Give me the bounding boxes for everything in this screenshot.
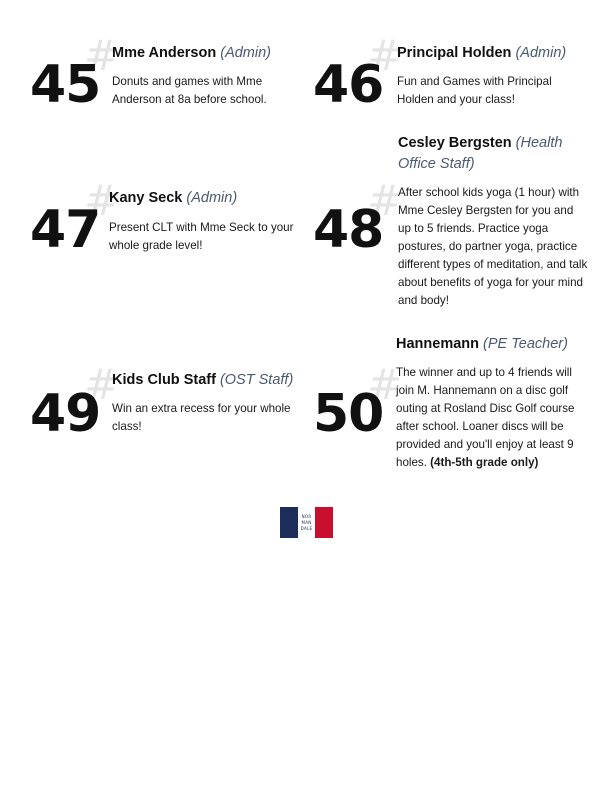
hash-symbol: # <box>367 360 403 409</box>
item-number: 45 <box>30 55 101 115</box>
donor-role: (Health Office Staff) <box>398 135 563 172</box>
normandale-logo <box>280 507 333 538</box>
donor-role: (Admin) <box>220 45 271 61</box>
donor-role: (OST Staff) <box>219 372 294 388</box>
logo-white-band <box>298 507 315 538</box>
logo-text-line: DALE <box>300 525 313 531</box>
item-number-badge <box>30 360 120 444</box>
item-number-badge <box>30 31 120 115</box>
donor-name: Cesley Bergsten <box>398 135 512 151</box>
item-number: 50 <box>313 384 384 444</box>
grade-restriction-note: (4th-5th grade only) <box>430 456 539 469</box>
item-description: Donuts and games with Mme Anderson at 8a before school. <box>112 75 267 106</box>
item-number-badge <box>313 360 403 444</box>
donor-name: Kids Club Staff <box>112 372 216 388</box>
item-description: After school kids yoga (1 hour) with Mme Cesley Bergsten for you and up to 5 friends. Practice yoga postures, do partner yoga, practice different types of meditation, and talk about benefits of yoga for your mind and body! <box>398 186 588 307</box>
logo-text-line: NOR <box>301 513 312 519</box>
item-number-badge <box>30 176 120 260</box>
donor-role: (PE Teacher) <box>483 336 568 352</box>
hash-symbol: # <box>367 176 403 225</box>
item-number: 49 <box>30 384 101 444</box>
donor-role: (Admin) <box>186 190 238 206</box>
item-number: 48 <box>313 200 384 260</box>
hash-symbol: # <box>367 31 403 80</box>
item-description: Present CLT with Mme Seck to your whole grade level! <box>109 221 294 252</box>
item-number-badge <box>313 31 403 115</box>
item-donor <box>112 43 292 64</box>
item-description: Fun and Games with Principal Holden and your class! <box>397 75 552 106</box>
donor-name: Principal Holden <box>397 45 512 61</box>
item-number: 47 <box>30 200 101 260</box>
hash-symbol: # <box>84 360 120 409</box>
hash-symbol: # <box>84 176 120 225</box>
item-donor <box>112 370 302 391</box>
item-number: 46 <box>313 55 384 115</box>
logo-red-band <box>315 507 333 538</box>
donor-name: Kany Seck <box>109 190 183 206</box>
donor-name: Hannemann <box>396 336 479 352</box>
hash-symbol: # <box>84 31 120 80</box>
item-donor <box>396 334 586 355</box>
donor-name: Mme Anderson <box>112 45 217 61</box>
item-number-badge <box>313 176 403 260</box>
item-donor <box>398 133 568 175</box>
item-description: Win an extra recess for your whole class! <box>112 402 291 433</box>
logo-blue-band <box>280 507 298 538</box>
item-donor <box>109 188 299 209</box>
item-description-text: The winner and up to 4 friends will join M. Hannemann on a disc golf outing at Rosland Disc Golf course after school. Loaner discs will be provided and you'll enjoy at least 9 holes. <box>396 366 575 469</box>
item-donor <box>397 43 587 64</box>
donor-role: (Admin) <box>515 45 567 61</box>
item-description <box>396 364 584 472</box>
logo-text-line: MAN <box>301 519 312 525</box>
